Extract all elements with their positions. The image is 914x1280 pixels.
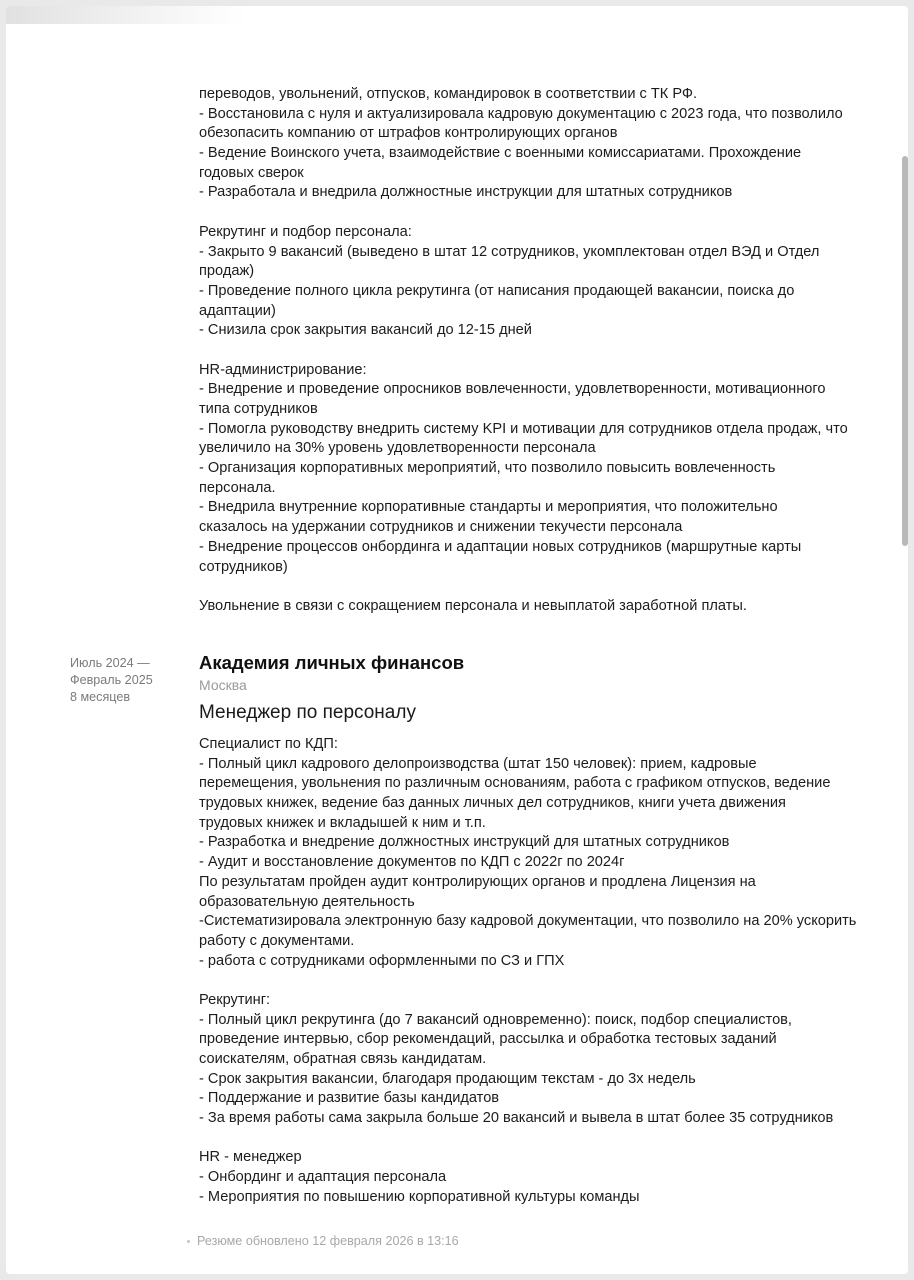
text-line: - Восстановила с нуля и актуализировала кадровую документацию с 2023 года, что позволило [199, 105, 843, 122]
text-line: HR-администрирование: [199, 361, 367, 378]
text-line: - За время работы сама закрыла больше 20 вакансий и вывела в штат более 35 сотрудников [199, 1110, 834, 1127]
job-period [70, 655, 190, 706]
text-line: - Помогла руководству внедрить систему KPI и мотивации для сотрудников отдела продаж, что [199, 420, 848, 437]
text-line: проведение интервью, сбор рекомендаций, рассылка и обработка тестовых заданий [199, 1031, 777, 1048]
text-line: - Внедрение процессов онбординга и адаптации новых сотрудников (маршрутные карты [199, 538, 802, 555]
text-line: - Поддержание и развитие базы кандидатов [199, 1090, 500, 1107]
text-line: Рекрутинг и подбор персонала: [199, 223, 412, 240]
scrollbar-thumb[interactable] [902, 156, 908, 546]
text-line: соискателям, обратная связь кандидатам. [199, 1051, 487, 1067]
text-line: сотрудников) [199, 558, 288, 575]
text-line: - работа с сотрудниками оформленными по СЗ и ГПХ [199, 952, 565, 969]
period-start: Июль 2024 — [70, 656, 150, 670]
blank-line [199, 971, 859, 991]
text-line: - Онбординг и адаптация персонала [199, 1169, 447, 1186]
text-line: - Мероприятия по повышению корпоративной культуры команды [199, 1188, 640, 1205]
text-line: Рекрутинг: [199, 991, 271, 1008]
text-line: По результатам пройден аудит контролирующих органов и продлена Лицензия на [199, 873, 756, 890]
text-line: Увольнение в связи с сокращением персонала и невыплатой заработной платы. [199, 597, 747, 614]
period-end: Февраль 2025 [70, 673, 153, 687]
text-line: - Разработка и внедрение должностных инструкций для штатных сотрудников [199, 834, 730, 851]
text-line: годовых сверок [199, 164, 304, 181]
top-shadow [6, 6, 246, 24]
blank-line [199, 341, 859, 361]
blank-line [199, 203, 859, 223]
text-line: - Внедрила внутренние корпоративные стандарты и мероприятия, что положительно [199, 499, 778, 516]
resume-updated-text: Резюме обновлено 12 февраля 2026 в 13:16 [197, 1234, 459, 1248]
text-line: HR - менеджер [199, 1149, 302, 1166]
text-line: - Ведение Воинского учета, взаимодействие с военными комиссариатами. Прохождение [199, 145, 802, 162]
job-description [199, 735, 859, 1208]
text-line: - Срок закрытия вакансии, благодаря продающим текстам - до 3х недель [199, 1070, 696, 1087]
company-name: Академия личных финансов [199, 652, 465, 673]
text-line: сказалось на удержании сотрудников и снижении текучести персонала [199, 519, 683, 536]
text-line: - Снизила срок закрытия вакансий до 12-15 дней [199, 322, 532, 339]
text-line: - Полный цикл кадрового делопроизводства (штат 150 человек): прием, кадровые [199, 755, 757, 772]
text-line: перемещения, увольнения по различным основаниям, работа с графиком отпусков, ведение [199, 775, 831, 792]
text-line: работу с документами. [199, 932, 355, 949]
text-line: - Закрыто 9 вакансий (выведено в штат 12 сотрудников, укомплектован отдел ВЭД и Отдел [199, 243, 820, 260]
text-line: переводов, увольнений, отпусков, командировок в соответствии с ТК РФ. [199, 86, 698, 102]
text-line: -Систематизировала электронную базу кадровой документации, что позволило на 20% ускорить [199, 913, 857, 930]
text-line: - Разработала и внедрила должностные инструкции для штатных сотрудников [199, 184, 733, 201]
text-line: - Аудит и восстановление документов по КДП с 2022г по 2024г [199, 854, 625, 871]
text-line: персонала. [199, 479, 276, 496]
footer-dot-icon [187, 1240, 190, 1243]
text-line: типа сотрудников [199, 401, 318, 417]
text-line: продаж) [199, 263, 255, 280]
company-city: Москва [199, 677, 247, 693]
text-line: адаптации) [199, 302, 276, 319]
text-line: Специалист по КДП: [199, 736, 338, 752]
text-line: обезопасить компанию от штрафов контролирующих органов [199, 125, 618, 142]
period-duration: 8 месяцев [70, 690, 131, 704]
previous-job-description [199, 85, 859, 617]
blank-line [199, 1129, 859, 1149]
job-position: Менеджер по персоналу [199, 702, 416, 723]
text-line: - Проведение полного цикла рекрутинга (от написания продающей вакансии, поиска до [199, 282, 795, 299]
text-line: трудовых книжек, ведение баз данных личных дел сотрудников, книги учета движения [199, 795, 786, 812]
text-line: увеличило на 30% уровень удовлетворенности персонала [199, 440, 596, 457]
text-line: трудовых книжек и вкладышей к ним и т.п. [199, 814, 486, 831]
text-line: - Полный цикл рекрутинга (до 7 вакансий одновременно): поиск, подбор специалистов, [199, 1011, 792, 1028]
text-line: - Организация корпоративных мероприятий, что позволило повысить вовлеченность [199, 460, 776, 477]
resume-updated-footer [187, 1234, 459, 1248]
blank-line [199, 577, 859, 597]
text-line: - Внедрение и проведение опросников вовлеченности, удовлетворенности, мотивационного [199, 381, 826, 398]
text-line: образовательную деятельность [199, 893, 415, 910]
